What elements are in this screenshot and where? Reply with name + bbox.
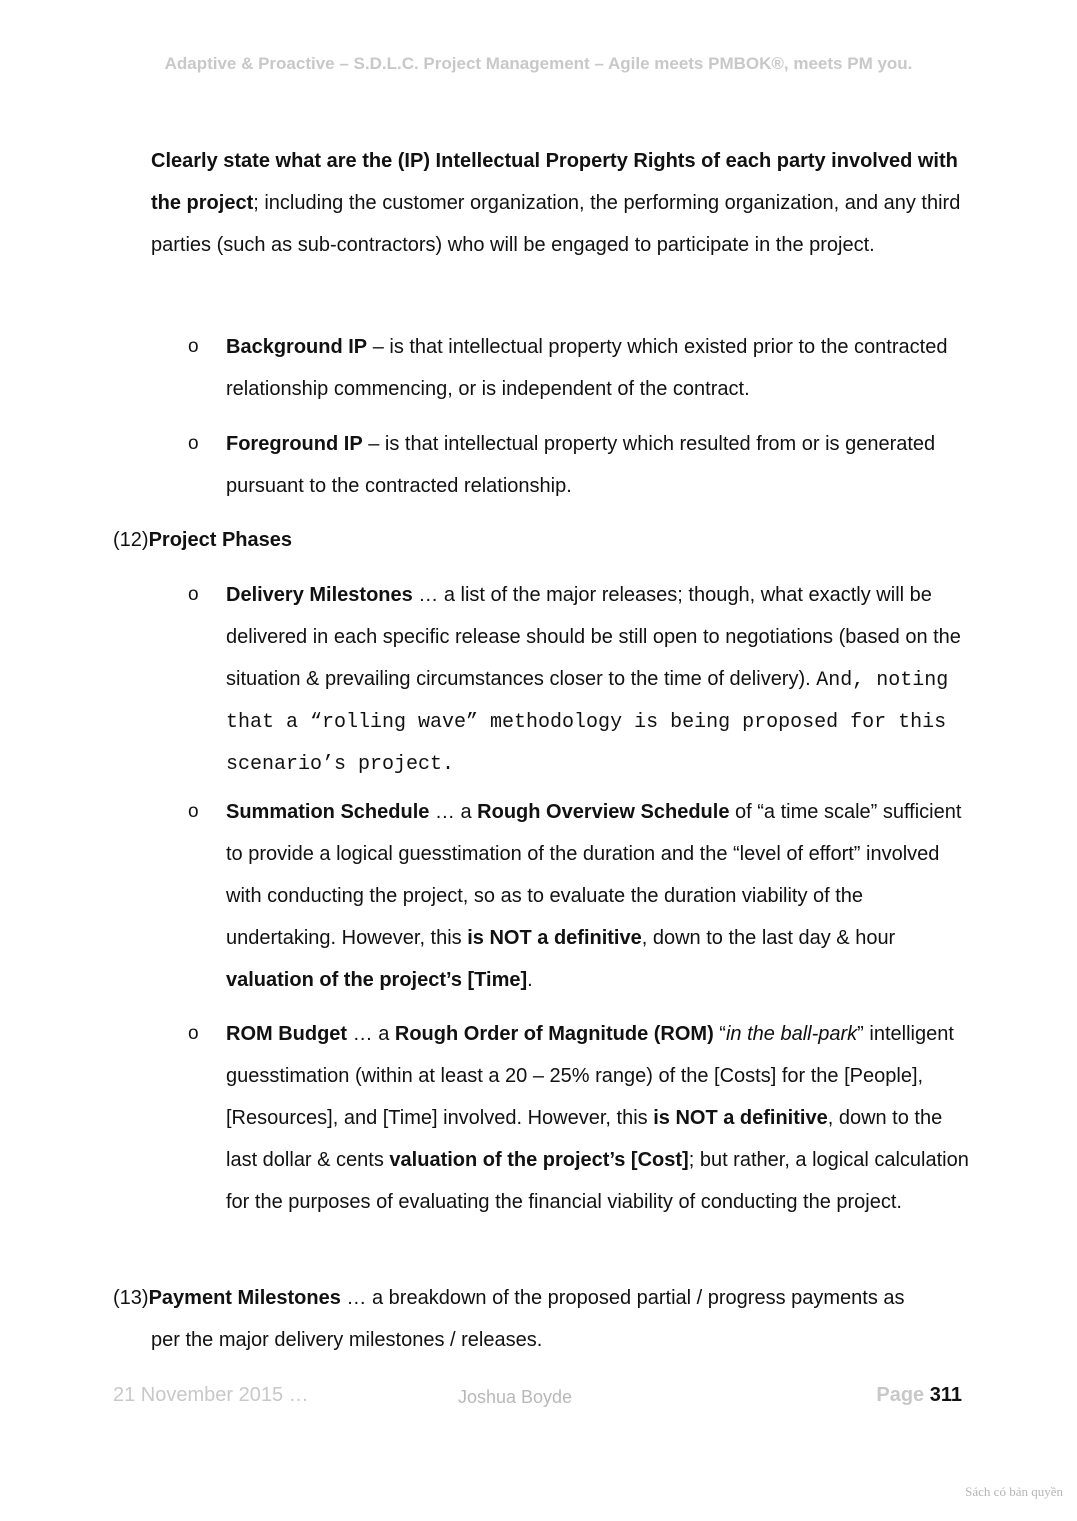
section-13-heading — [113, 1277, 971, 1361]
section-12-heading — [113, 519, 971, 561]
ip-rights-paragraph — [151, 140, 971, 266]
ip-rights-lead: Clearly state what are the (IP) Intellectual Property Rights of each party involved with the project — [151, 150, 958, 214]
bullet-text: . — [527, 969, 533, 991]
bullet-rom-budget — [188, 1013, 971, 1223]
bullet-text: – is that intellectual property which existed prior to the contracted relationship commencing, or is independent of the contract. — [226, 336, 948, 400]
bullet-term: Background IP — [226, 336, 368, 358]
bullet-text: of “a time scale” sufficient to provide a logical guesstimation of the duration and the “level of effort” involved with conducting the project, so as to evaluate the duration viability of the undertaking. However, this — [226, 801, 962, 949]
page-label: Page — [876, 1384, 930, 1406]
bullet-text: , down to the last dollar & cents — [226, 1107, 943, 1171]
bullet-delivery-milestones — [188, 574, 971, 784]
bullet-summation-schedule — [188, 791, 971, 1001]
bold-phrase: Rough Overview Schedule — [477, 801, 730, 823]
section-number: (12) — [113, 529, 149, 551]
bold-phrase: is NOT a definitive — [467, 927, 642, 949]
bullet-text: ; but rather, a logical calculation for the purposes of evaluating the financial viability of conducting the project. — [226, 1149, 969, 1213]
bullet-term: Foreground IP — [226, 433, 363, 455]
bullet-text: … a list of the major releases; though, what exactly will be delivered in each specific release should be still open to negotiations (based on the situation & prevailing circumstances closer to the time of delivery). — [226, 584, 961, 690]
section-text-continued: per the major delivery milestones / releases. — [151, 1329, 543, 1351]
section-title: Payment Milestones — [148, 1287, 341, 1309]
italic-phrase: in the ball-park — [725, 1023, 858, 1045]
rolling-wave-note: And, noting that a “rolling wave” methodology is being proposed for this scenario’s project. — [226, 669, 949, 776]
section-number: (13) — [113, 1287, 149, 1309]
bold-phrase: valuation of the project’s [Cost] — [389, 1149, 689, 1171]
copyright-watermark: Sách có bản quyền — [965, 1484, 1063, 1499]
bullet-text: – is that intellectual property which resulted from or is generated pursuant to the contracted relationship. — [226, 433, 936, 497]
bullet-term: ROM Budget — [226, 1023, 348, 1045]
bullet-text: … a — [347, 1023, 395, 1045]
bold-phrase: is NOT a definitive — [653, 1107, 828, 1129]
footer-author: Joshua Boyde — [458, 1387, 573, 1407]
bullet-term: Delivery Milestones — [226, 584, 413, 606]
footer-page — [876, 1384, 962, 1407]
ip-rights-text: ; including the customer organization, the performing organization, and any third parties (such as sub-contractors) who will be engaged to participate in the project. — [151, 192, 961, 256]
bullet-text: “ — [713, 1023, 726, 1045]
bullet-text: , down to the last day & hour — [641, 927, 896, 949]
section-text: … a breakdown of the proposed partial / progress payments as — [340, 1287, 905, 1309]
running-header: Adaptive & Proactive – S.D.L.C. Project Management – Agile meets PMBOK®, meets PM you. — [164, 54, 913, 73]
bullet-marker: o — [188, 1023, 199, 1044]
bold-phrase: valuation of the project’s [Time] — [226, 969, 528, 991]
bullet-marker: o — [188, 336, 199, 357]
bullet-text: … a — [429, 801, 478, 823]
bullet-term: Summation Schedule — [226, 801, 430, 823]
bullet-text: ” intelligent guesstimation (within at least a 20 – 25% range) of the [Costs] for the [People], [Resources], and [Time] involved. However, this — [226, 1023, 954, 1129]
bullet-marker: o — [188, 433, 199, 454]
page-number: 311 — [929, 1384, 962, 1406]
bullet-marker: o — [188, 801, 199, 822]
bullet-background-ip — [188, 326, 971, 410]
section-title: Project Phases — [148, 529, 292, 551]
footer-date: 21 November 2015 … — [113, 1384, 309, 1406]
bullet-foreground-ip — [188, 423, 971, 507]
bold-phrase: Rough Order of Magnitude (ROM) — [394, 1023, 714, 1045]
bullet-marker: o — [188, 584, 199, 605]
